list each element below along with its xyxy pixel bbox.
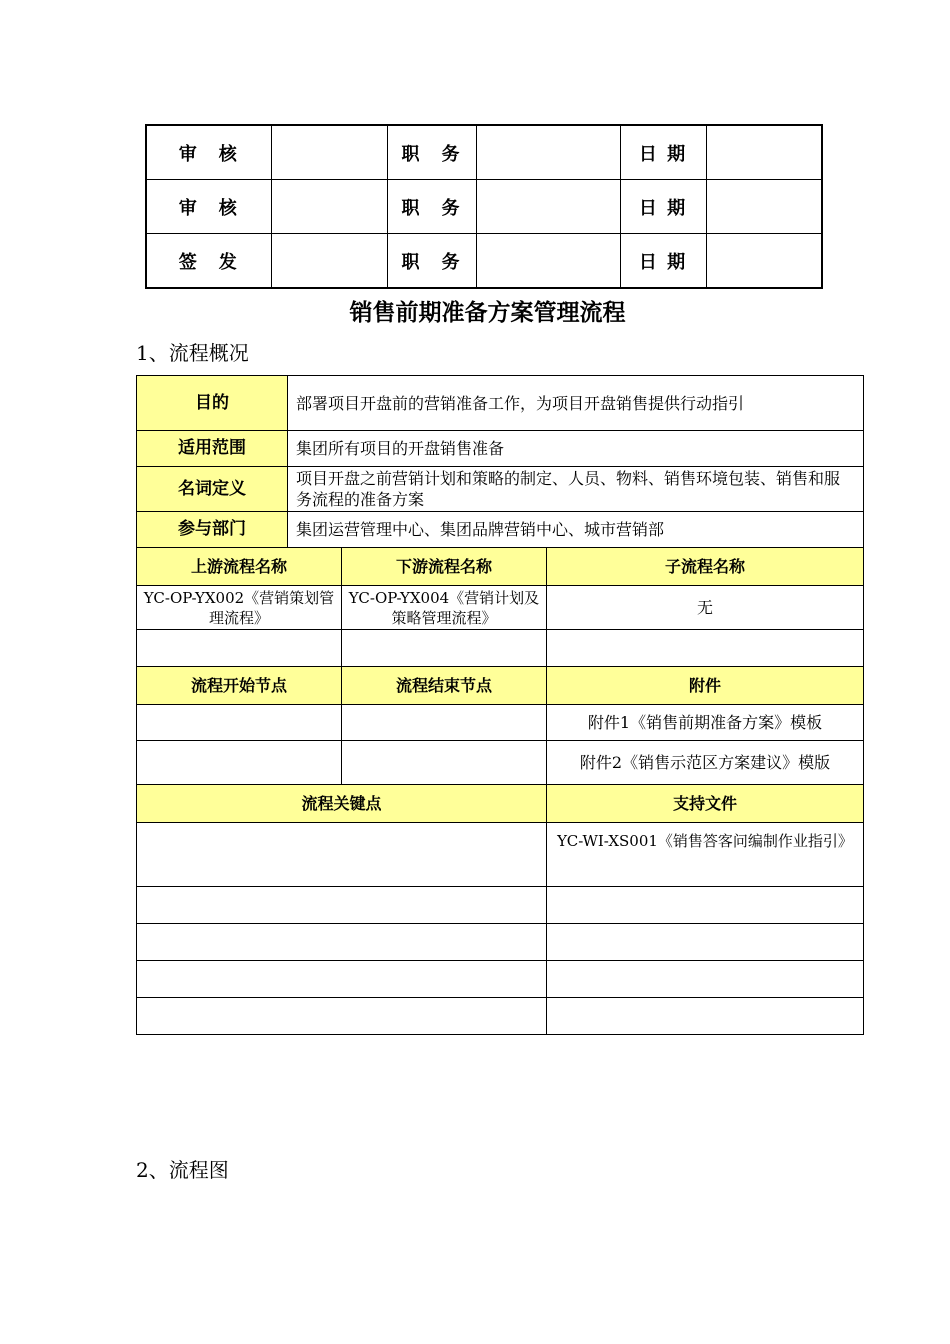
table-row [137, 586, 864, 630]
approval-table [145, 124, 823, 289]
scope-value: 集团所有项目的开盘销售准备 [288, 431, 864, 467]
scope-label: 适用范围 [137, 431, 288, 467]
date-label: 日 期 [620, 180, 706, 234]
table-row [137, 961, 864, 998]
table-row [137, 998, 864, 1035]
key-points-header: 流程关键点 [137, 785, 547, 823]
empty-cell [137, 998, 547, 1035]
empty-cell [137, 823, 547, 887]
section-heading-flowchart: 2、流程图 [136, 1158, 229, 1182]
table-row [137, 467, 864, 512]
issue-label: 签 发 [146, 234, 271, 289]
duty-cell [476, 125, 620, 180]
definition-value: 项目开盘之前营销计划和策略的制定、人员、物料、销售环境包装、销售和服务流程的准备方案 [288, 467, 864, 512]
support-doc-1: YC-WI-XS001《销售答客问编制作业指引》 [547, 823, 864, 887]
empty-cell [137, 630, 342, 667]
table-row [137, 887, 864, 924]
approval-row [146, 234, 822, 289]
date-cell [706, 125, 822, 180]
table-row [137, 741, 864, 785]
table-row [137, 667, 864, 705]
department-label: 参与部门 [137, 512, 288, 548]
process-overview-table [136, 375, 864, 1035]
table-row [137, 823, 864, 887]
empty-cell [547, 924, 864, 961]
date-label: 日 期 [620, 234, 706, 289]
purpose-label: 目的 [137, 376, 288, 431]
subprocess-header: 子流程名称 [547, 548, 864, 586]
duty-label: 职 务 [387, 180, 476, 234]
date-label: 日 期 [620, 125, 706, 180]
approval-row [146, 180, 822, 234]
table-row [137, 705, 864, 741]
table-row [137, 431, 864, 467]
review-signature-cell [271, 180, 387, 234]
table-row [137, 785, 864, 823]
subprocess-value: 无 [547, 586, 864, 630]
review-label: 审 核 [146, 180, 271, 234]
empty-cell [137, 705, 342, 741]
table-row [137, 548, 864, 586]
department-value: 集团运营管理中心、集团品牌营销中心、城市营销部 [288, 512, 864, 548]
table-row [137, 376, 864, 431]
duty-label: 职 务 [387, 234, 476, 289]
document-title: 销售前期准备方案管理流程 [349, 300, 626, 326]
review-signature-cell [271, 125, 387, 180]
downstream-value: YC-OP-YX004《营销计划及策略管理流程》 [342, 586, 547, 630]
issue-signature-cell [271, 234, 387, 289]
attachment-header: 附件 [547, 667, 864, 705]
attachment-2: 附件2《销售示范区方案建议》模版 [547, 741, 864, 785]
empty-cell [137, 887, 547, 924]
review-label: 审 核 [146, 125, 271, 180]
date-cell [706, 234, 822, 289]
table-row [137, 512, 864, 548]
start-node-header: 流程开始节点 [137, 667, 342, 705]
date-cell [706, 180, 822, 234]
table-row [137, 924, 864, 961]
definition-label: 名词定义 [137, 467, 288, 512]
empty-cell [342, 705, 547, 741]
duty-cell [476, 234, 620, 289]
end-node-header: 流程结束节点 [342, 667, 547, 705]
empty-cell [137, 741, 342, 785]
downstream-header: 下游流程名称 [342, 548, 547, 586]
upstream-value: YC-OP-YX002《营销策划管理流程》 [137, 586, 342, 630]
empty-cell [547, 630, 864, 667]
purpose-value: 部署项目开盘前的营销准备工作，为项目开盘销售提供行动指引 [288, 376, 864, 431]
table-row [137, 630, 864, 667]
support-docs-header: 支持文件 [547, 785, 864, 823]
empty-cell [342, 630, 547, 667]
upstream-header: 上游流程名称 [137, 548, 342, 586]
empty-cell [137, 961, 547, 998]
section-heading-overview: 1、流程概况 [136, 341, 249, 365]
empty-cell [547, 998, 864, 1035]
approval-row [146, 125, 822, 180]
empty-cell [547, 887, 864, 924]
empty-cell [342, 741, 547, 785]
attachment-1: 附件1《销售前期准备方案》模板 [547, 705, 864, 741]
duty-cell [476, 180, 620, 234]
duty-label: 职 务 [387, 125, 476, 180]
empty-cell [547, 961, 864, 998]
empty-cell [137, 924, 547, 961]
